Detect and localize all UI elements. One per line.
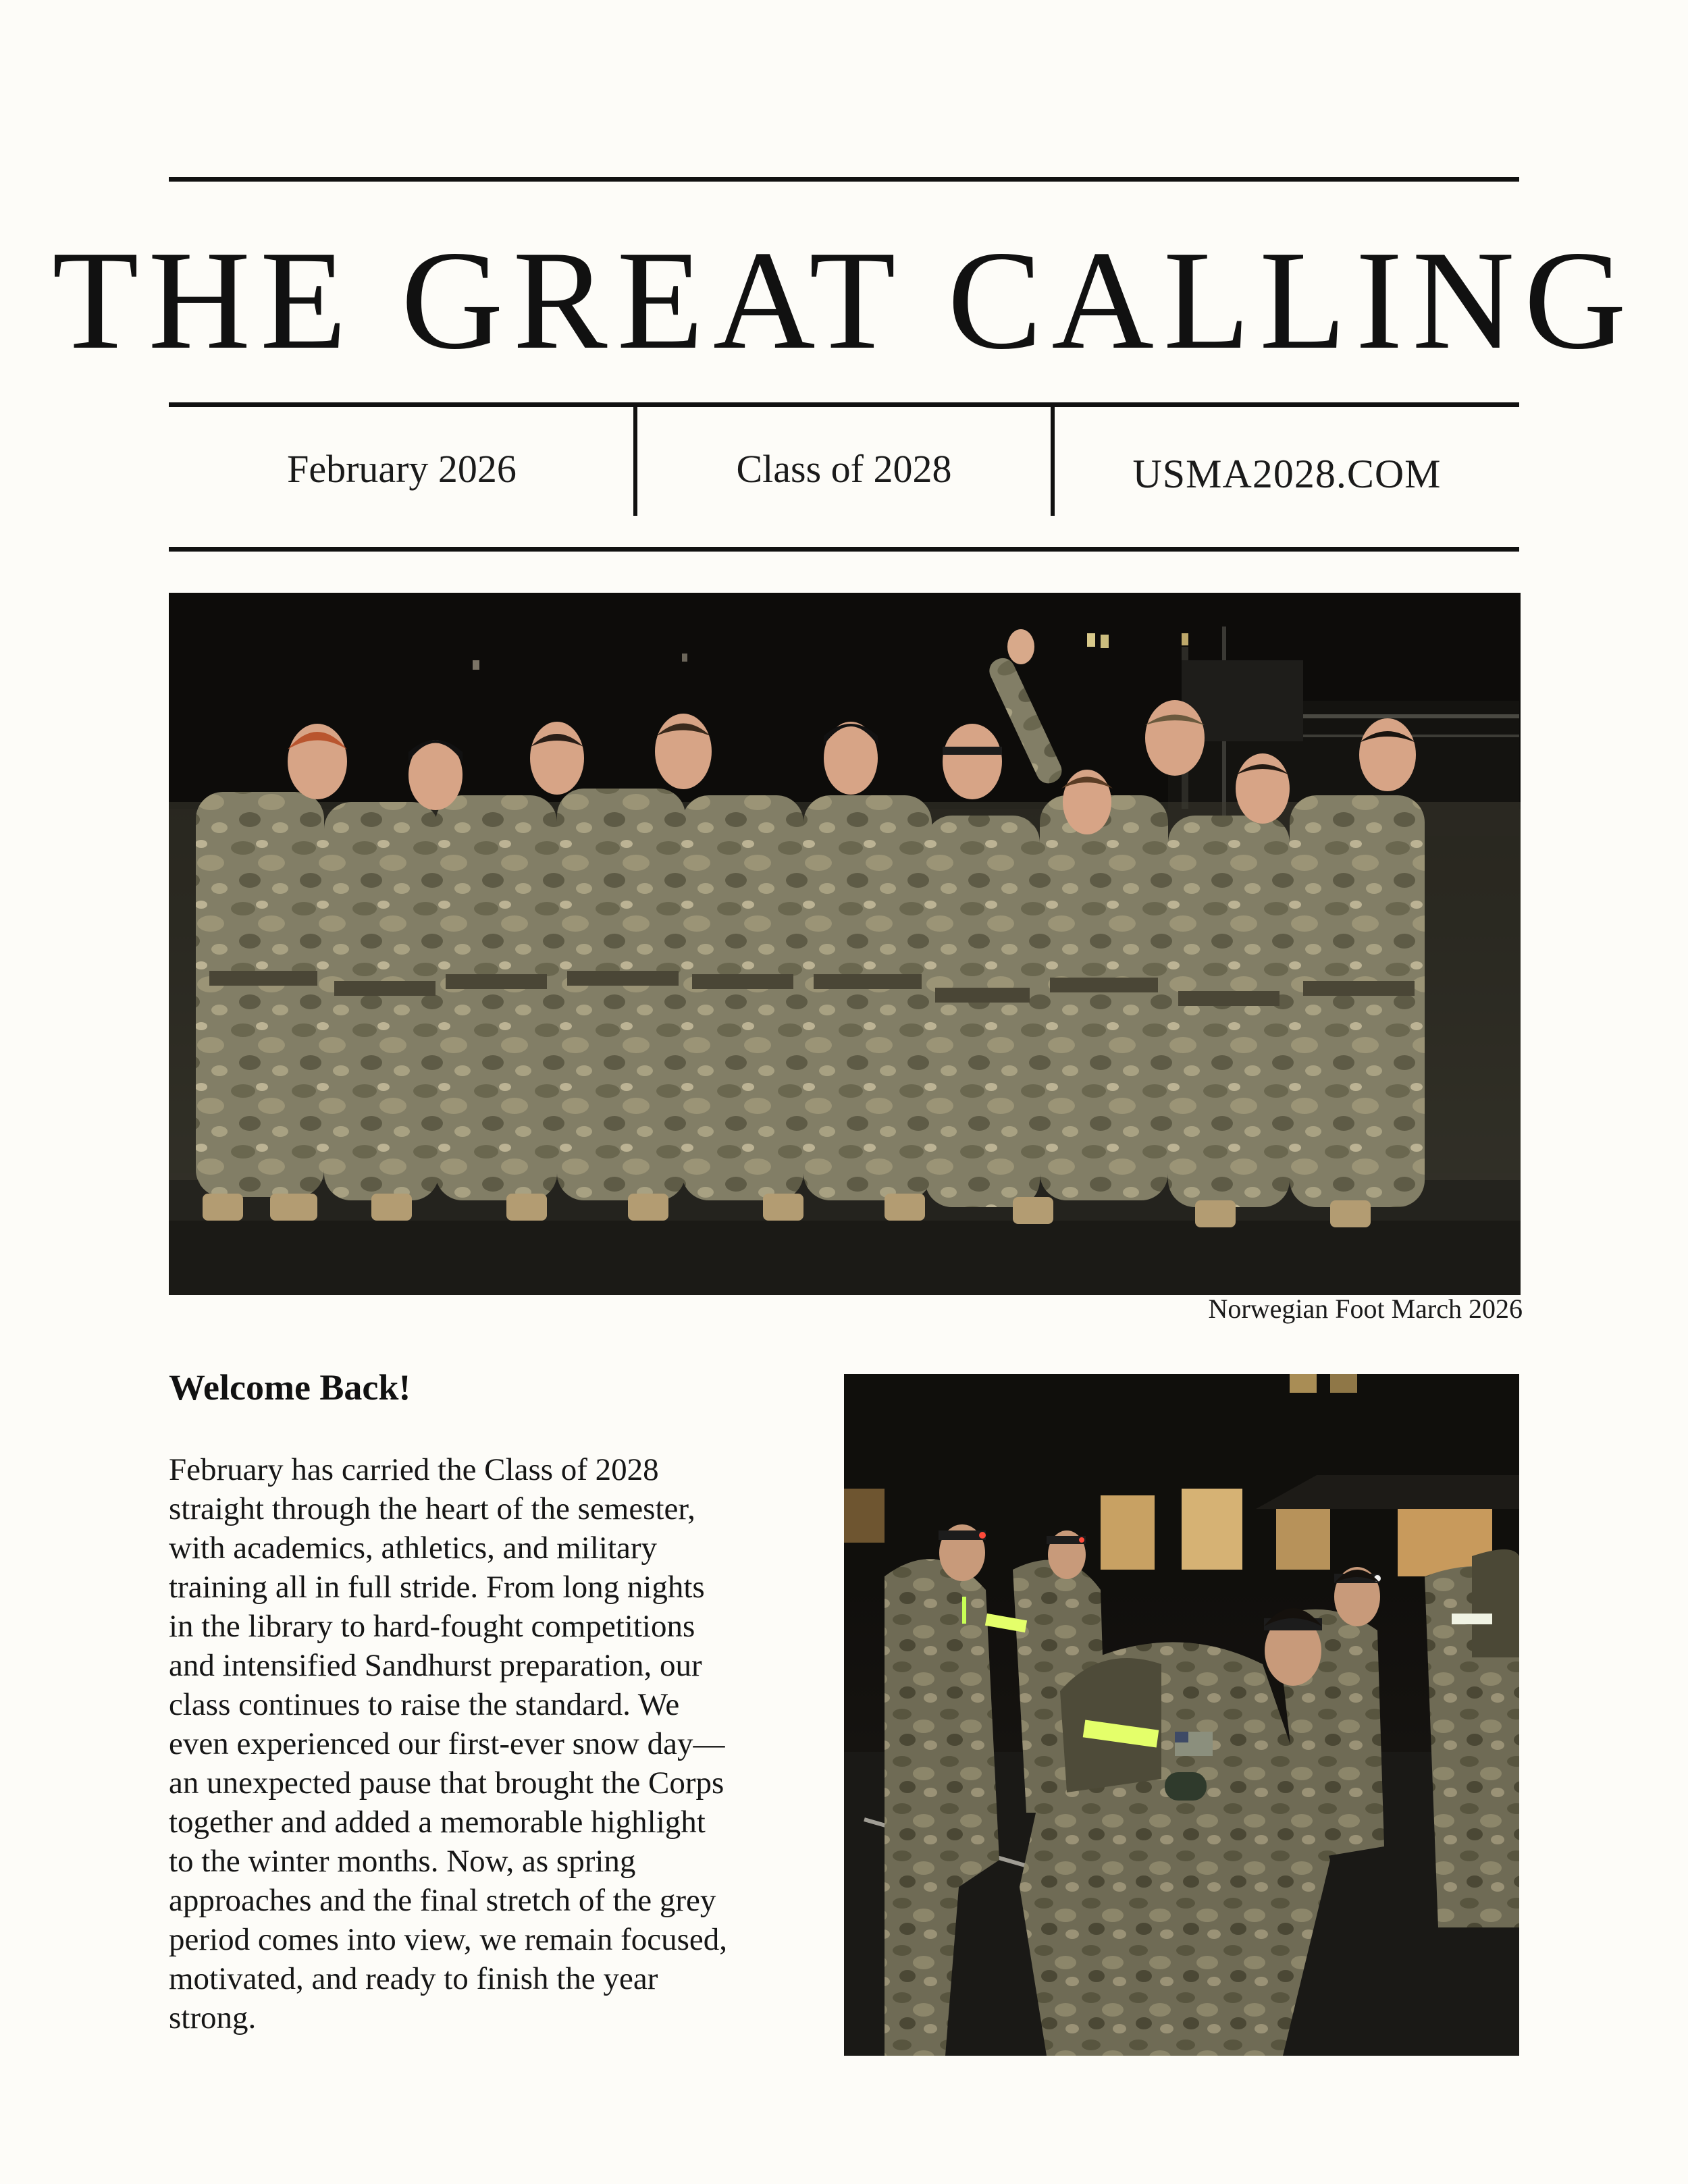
article-line: training all in full stride. From long nights bbox=[169, 1570, 705, 1605]
issue-date: February 2026 bbox=[287, 447, 517, 491]
article-line: motivated, and ready to finish the year bbox=[169, 1961, 658, 1996]
article-line: straight through the heart of the semester, bbox=[169, 1491, 695, 1526]
article-body bbox=[169, 1450, 817, 2037]
article-line: an unexpected pause that brought the Corps bbox=[169, 1765, 724, 1801]
article-title: Welcome Back! bbox=[169, 1367, 411, 1408]
article-line: strong. bbox=[169, 2000, 257, 2035]
newsletter-title: THE GREAT CALLING bbox=[52, 222, 1636, 379]
article-line: to the winter months. Now, as spring bbox=[169, 1844, 636, 1879]
article-line: together and added a memorable highlight bbox=[169, 1805, 706, 1840]
class-year: Class of 2028 bbox=[736, 447, 952, 491]
website-link[interactable]: USMA2028.COM bbox=[1132, 452, 1442, 496]
article-line: approaches and the final stretch of the grey bbox=[169, 1883, 716, 1918]
foot-march-photo bbox=[844, 1374, 1519, 2056]
article-line: in the library to hard-fought competitions bbox=[169, 1609, 695, 1644]
article-line: period comes into view, we remain focused, bbox=[169, 1922, 728, 1957]
info-bar-bottom-rule bbox=[169, 547, 1519, 552]
article-line: even experienced our first-ever snow day— bbox=[169, 1726, 725, 1761]
article-line: February has carried the Class of 2028 bbox=[169, 1452, 659, 1487]
info-bar-top-rule bbox=[169, 402, 1519, 407]
article-line: with academics, athletics, and military bbox=[169, 1530, 658, 1566]
article-line: class continues to raise the standard. We bbox=[169, 1687, 680, 1722]
hero-group-photo bbox=[169, 593, 1521, 1295]
masthead-top-rule bbox=[169, 177, 1519, 182]
hero-photo-caption: Norwegian Foot March 2026 bbox=[1208, 1294, 1523, 1324]
article-line: and intensified Sandhurst preparation, our bbox=[169, 1648, 702, 1683]
